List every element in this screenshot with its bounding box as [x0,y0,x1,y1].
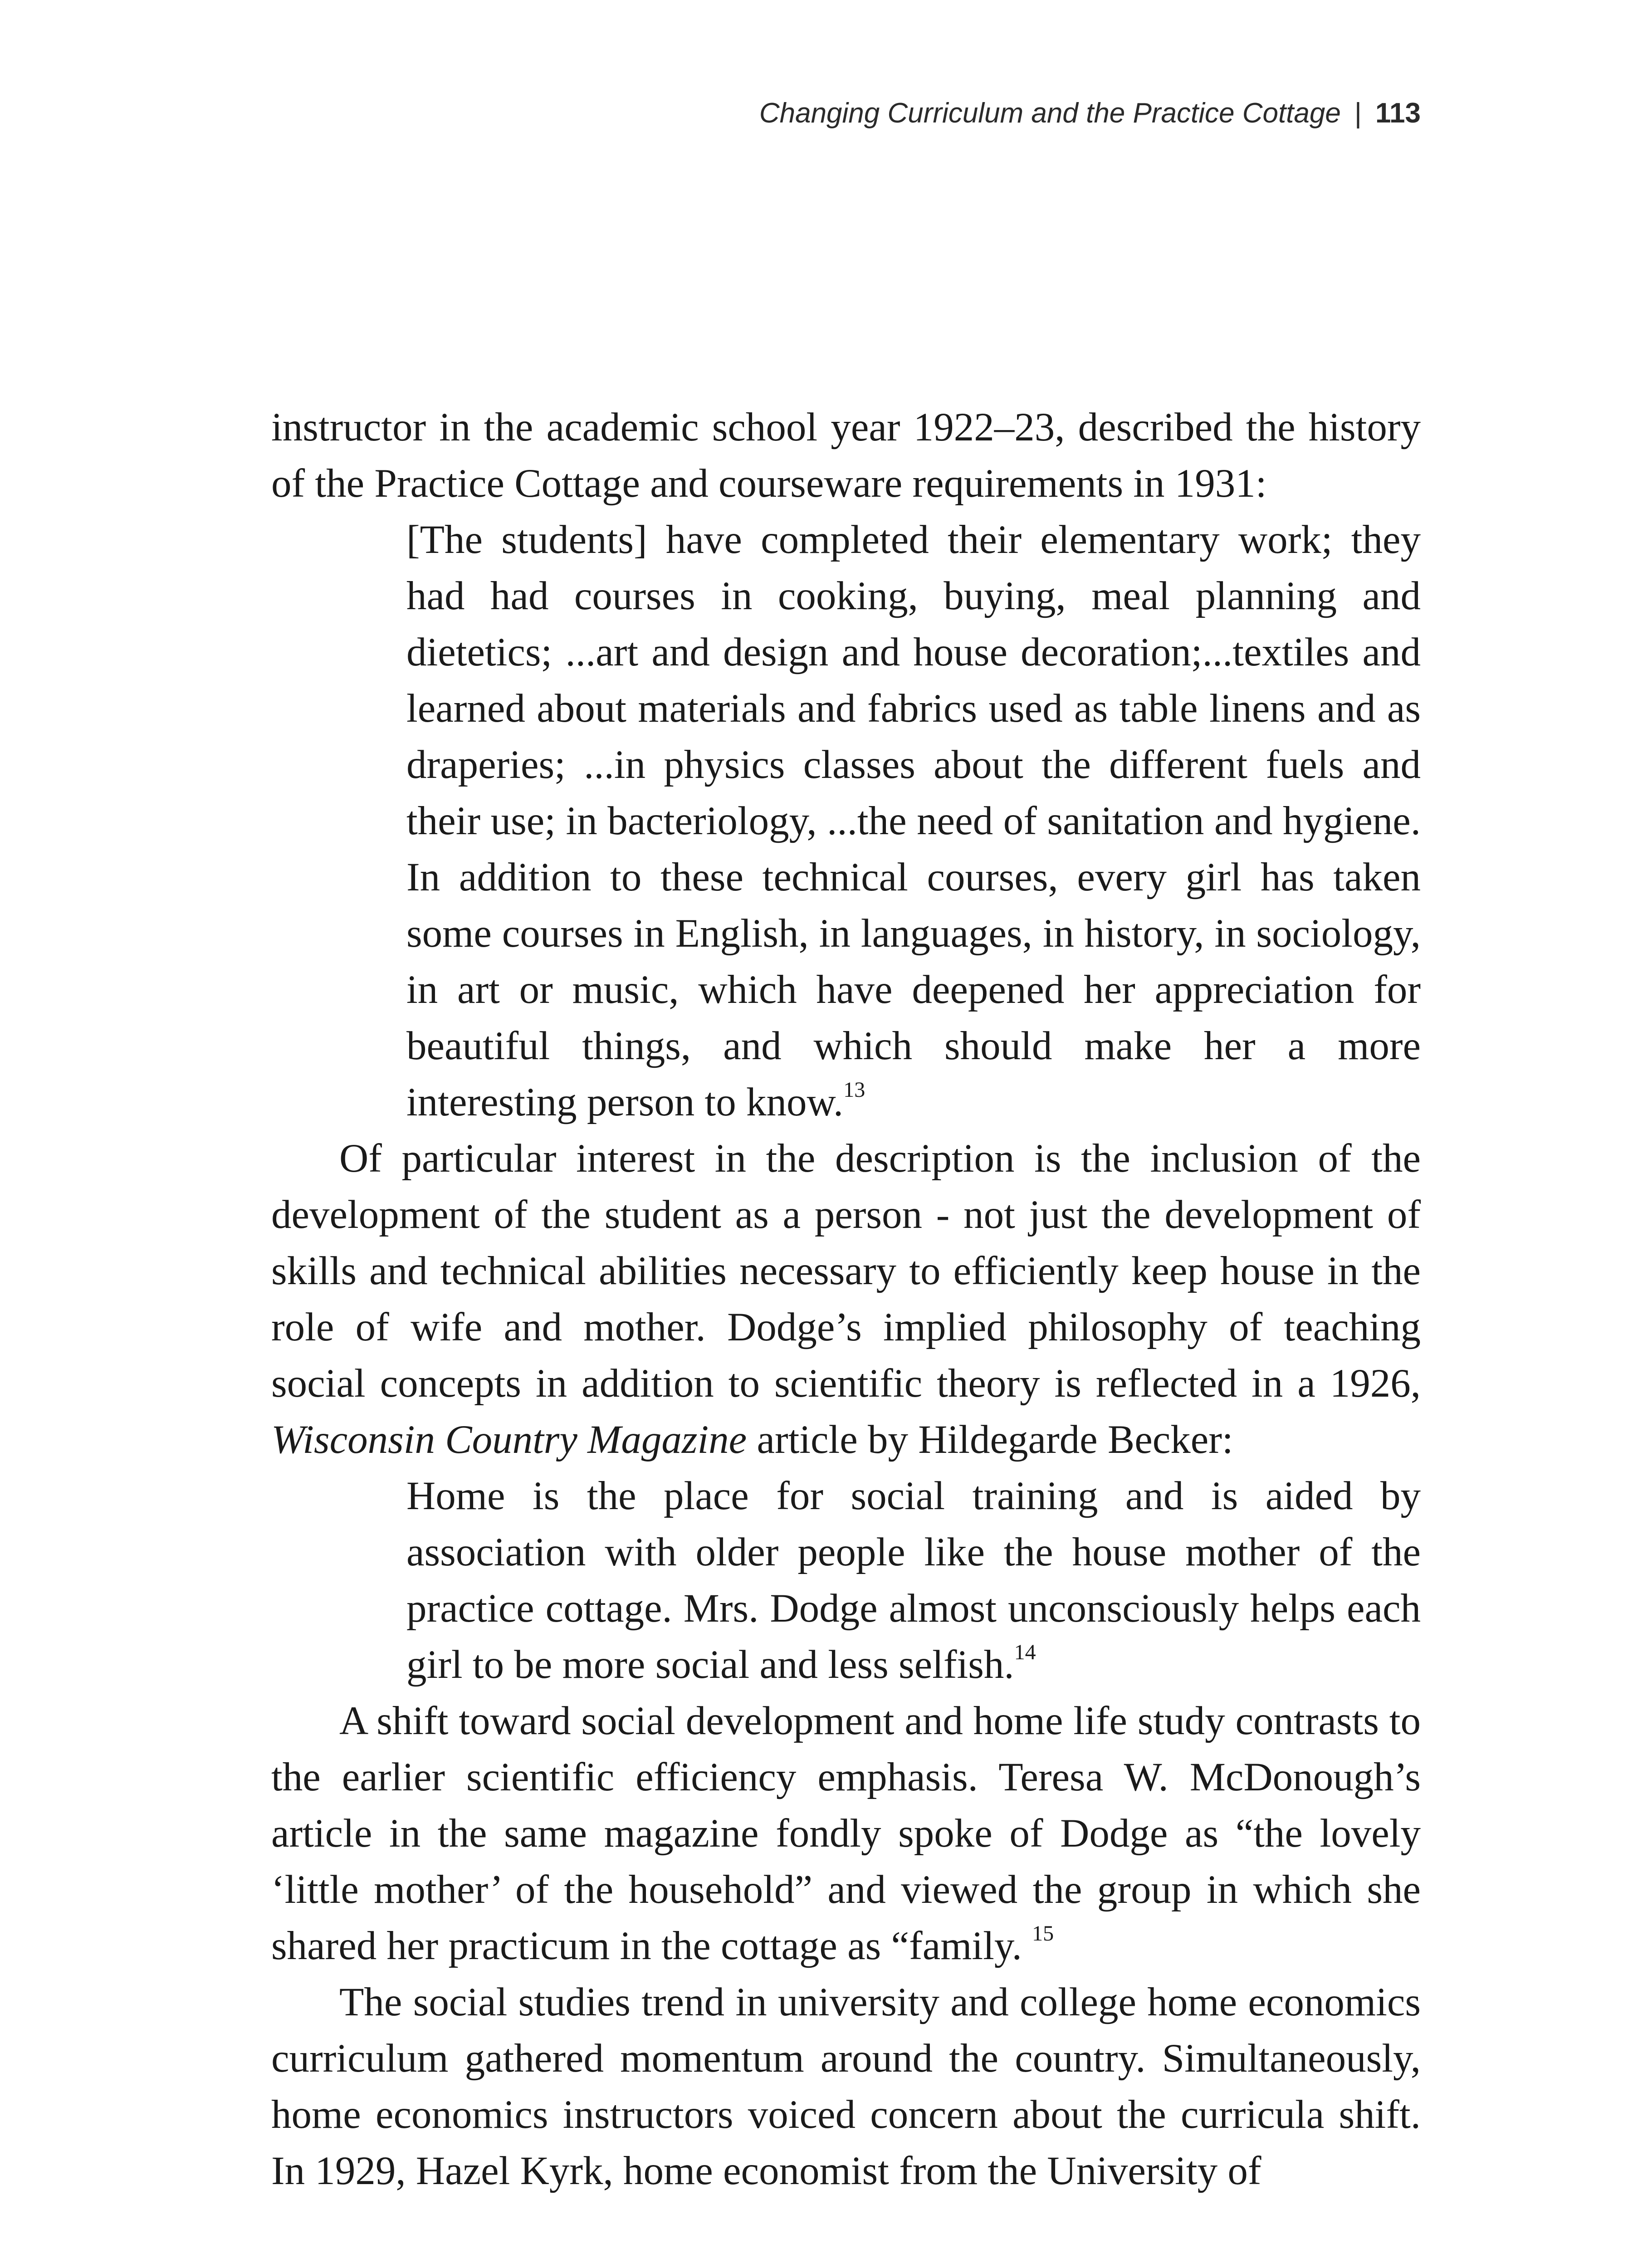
running-head-title: Changing Curriculum and the Practice Cottage [759,98,1341,129]
paragraph-description [271,1130,1421,1468]
paragraph-social-studies: The social studies trend in university and college home economics curriculum gathered momentum around the country. Simultaneously, home economics instructors voiced concern about the curricula shift. In 1929, Hazel Kyrk, home economist from the University of [271,1980,1421,2193]
paragraph-text: Of particular interest in the description is the inclusion of the development of the student as a person - not just the development of skills and technical abilities necessary to efficiently keep house in the role of wife and mother. Dodge’s implied philosophy of teaching social concepts in addition to scientific theory is reflected in a 1926, [271,1136,1421,1406]
block-quote-text: [The students] have completed their elementary work; they had had courses in cooking, buying, meal planning and dietetics; ...art and design and house decoration;...textiles and learned about materials and fabrics used as table linens and as draperies; ...in physics classes about the different fuels and their use; in bacteriology, ...the need of sanitation and hygiene. In addition to these technical courses, every girl has taken some courses in English, in languages, in history, in sociology, in art or music, which have deepened her appreciation for beautiful things, and which should make her a more interesting person to know. [406,518,1421,1124]
paragraph-shift [271,1693,1421,1974]
block-quote-students [406,512,1421,1130]
paragraph-text: A shift toward social development and home life study contrasts to the earlier scientific efficiency emphasis. Teresa W. McDonough’s article in the same magazine fondly spoke of Dodge as “the lovely ‘little mother’ of the household” and viewed the group in which she shared her practicum in the cottage as “family. [271,1699,1421,1968]
running-head-separator: | [1354,98,1362,129]
running-head [759,95,1421,132]
body-text [271,399,1421,2199]
paragraph-continued: instructor in the academic school year 1922–23, described the history of the Practice Cottage and courseware requirements in 1931: [271,405,1421,506]
footnote-ref-15: 15 [1032,1921,1054,1946]
magazine-title: Wisconsin Country Magazine [271,1418,747,1462]
paragraph-text-end: article by Hildegarde Becker: [757,1418,1233,1462]
footnote-ref-13: 13 [843,1078,865,1102]
block-quote-becker [406,1468,1421,1693]
footnote-ref-14: 14 [1014,1640,1036,1665]
block-quote-text: Home is the place for social training and is aided by association with older people like the house mother of the practice cottage. Mrs. Dodge almost unconsciously helps each girl to be more social and less selfish. [406,1474,1421,1687]
page-number: 113 [1375,98,1421,129]
